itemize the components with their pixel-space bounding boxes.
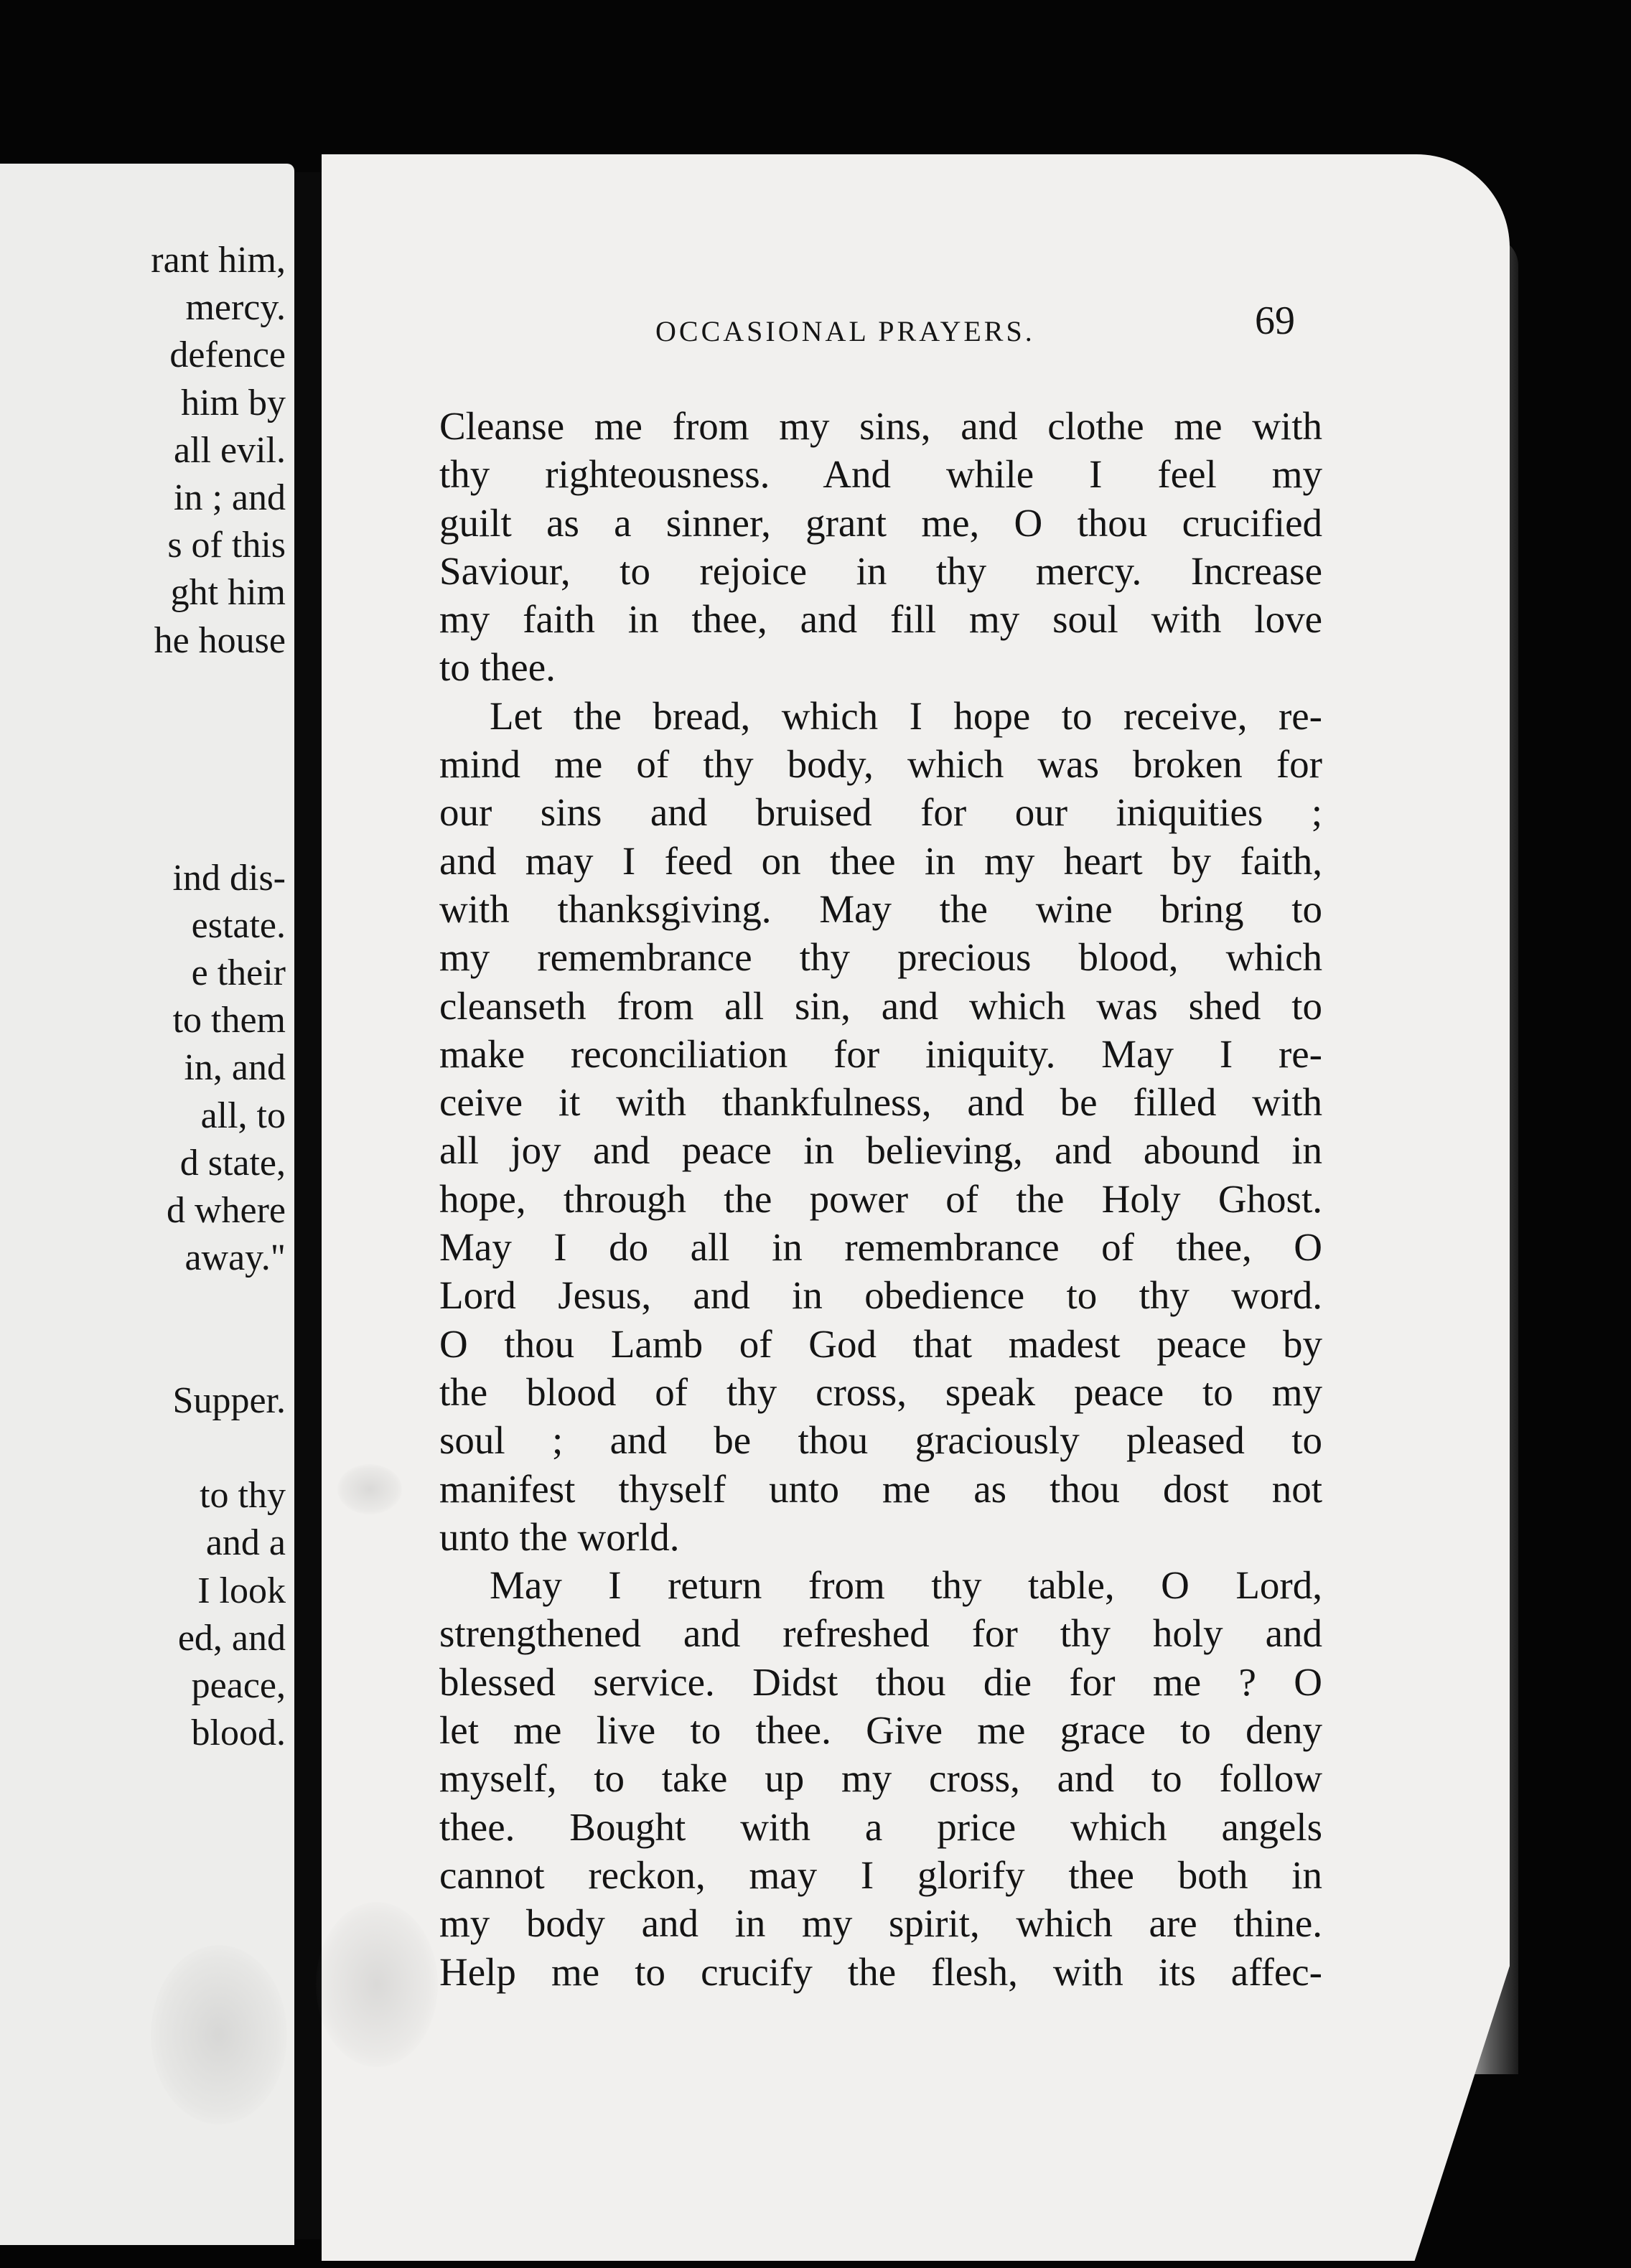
left-page-line: to them bbox=[172, 1000, 286, 1041]
text-line: hope, through the power of the Holy Ghost. bbox=[439, 1176, 1322, 1221]
left-page-line: and a bbox=[205, 1522, 286, 1564]
text-line: manifest thyself unto me as thou dost not bbox=[439, 1466, 1322, 1511]
text-line: my remembrance thy precious blood, which bbox=[439, 935, 1322, 980]
left-page-line: all evil. bbox=[174, 429, 286, 471]
left-page-line: ed, and bbox=[177, 1617, 286, 1659]
text-line: all joy and peace in believing, and abound in bbox=[439, 1128, 1322, 1173]
text-line: to thee. bbox=[439, 645, 556, 690]
text-line: Help me to crucify the flesh, with its affec- bbox=[439, 1949, 1322, 1994]
text-line: Saviour, to rejoice in thy mercy. Increase bbox=[439, 548, 1322, 593]
text-line: thee. Bought with a price which angels bbox=[439, 1804, 1322, 1849]
running-head: OCCASIONAL PRAYERS. bbox=[655, 315, 1035, 347]
text-line: blessed service. Didst thou die for me ? O bbox=[439, 1659, 1322, 1704]
page-body bbox=[439, 402, 1322, 1996]
left-page-line: in, and bbox=[184, 1047, 286, 1089]
text-line: let me live to thee. Give me grace to deny bbox=[439, 1708, 1322, 1753]
text-line: myself, to take up my cross, and to follow bbox=[439, 1756, 1322, 1801]
text-line: make reconciliation for iniquity. May I re- bbox=[439, 1031, 1322, 1076]
text-line: ceive it with thankfulness, and be filled with bbox=[439, 1080, 1322, 1125]
left-page-line: d where bbox=[166, 1190, 286, 1231]
left-page-line: in ; and bbox=[174, 477, 286, 518]
left-page-line: all, to bbox=[200, 1095, 286, 1136]
text-line: my faith in thee, and fill my soul with love bbox=[439, 597, 1322, 642]
text-line: Lord Jesus, and in obedience to thy word. bbox=[439, 1273, 1322, 1318]
foxing-stain bbox=[316, 1902, 438, 2067]
page-number: 69 bbox=[1255, 299, 1295, 343]
text-line: mind me of thy body, which was broken for bbox=[439, 742, 1322, 787]
text-line: my body and in my spirit, which are thine. bbox=[439, 1901, 1322, 1946]
left-page-line: I look bbox=[197, 1570, 286, 1611]
left-page-line: s of this bbox=[167, 525, 286, 566]
text-line: Cleanse me from my sins, and clothe me with bbox=[439, 404, 1322, 448]
left-page-line: he house bbox=[154, 619, 286, 661]
foxing-stain bbox=[151, 1945, 287, 2124]
text-line: with thanksgiving. May the wine bring to bbox=[439, 886, 1322, 931]
text-line: strengthened and refreshed for thy holy and bbox=[439, 1611, 1322, 1656]
text-line: unto the world. bbox=[439, 1514, 680, 1559]
text-line: and may I feed on thee in my heart by faith, bbox=[439, 838, 1322, 883]
text-line: Let the bread, which I hope to receive, re- bbox=[490, 693, 1322, 738]
foxing-stain bbox=[337, 1464, 402, 1514]
left-page-line: rant him, bbox=[151, 240, 286, 281]
text-line: thy righteousness. And while I feel my bbox=[439, 452, 1322, 497]
left-page-line: away." bbox=[184, 1237, 286, 1279]
left-page-line: him by bbox=[181, 382, 286, 423]
left-page-line: estate. bbox=[191, 904, 286, 946]
text-line: soul ; and be thou graciously pleased to bbox=[439, 1418, 1322, 1463]
text-line: guilt as a sinner, grant me, O thou crucified bbox=[439, 500, 1322, 545]
text-line: May I return from thy table, O Lord, bbox=[490, 1563, 1322, 1608]
text-line: May I do all in remembrance of thee, O bbox=[439, 1225, 1322, 1270]
left-page-line: defence bbox=[169, 334, 286, 376]
text-line: cannot reckon, may I glorify thee both in bbox=[439, 1852, 1322, 1897]
left-page-line: ind dis- bbox=[172, 857, 286, 899]
text-line: O thou Lamb of God that madest peace by bbox=[439, 1321, 1322, 1366]
left-page-line: Supper. bbox=[172, 1379, 286, 1421]
text-line: our sins and bruised for our iniquities ; bbox=[439, 790, 1322, 835]
left-page-line: to thy bbox=[200, 1475, 286, 1517]
left-page-line: d state, bbox=[179, 1142, 286, 1184]
left-page-line: ght him bbox=[170, 572, 286, 614]
text-line: cleanseth from all sin, and which was shed to bbox=[439, 983, 1322, 1028]
text-line: the blood of thy cross, speak peace to my bbox=[439, 1369, 1322, 1414]
left-page-line: peace, bbox=[191, 1665, 286, 1706]
left-page bbox=[0, 164, 294, 2245]
book-gutter bbox=[294, 172, 323, 2239]
left-page-line: mercy. bbox=[185, 287, 286, 329]
left-page-line: e their bbox=[191, 952, 286, 993]
left-page-line: blood. bbox=[191, 1712, 286, 1754]
